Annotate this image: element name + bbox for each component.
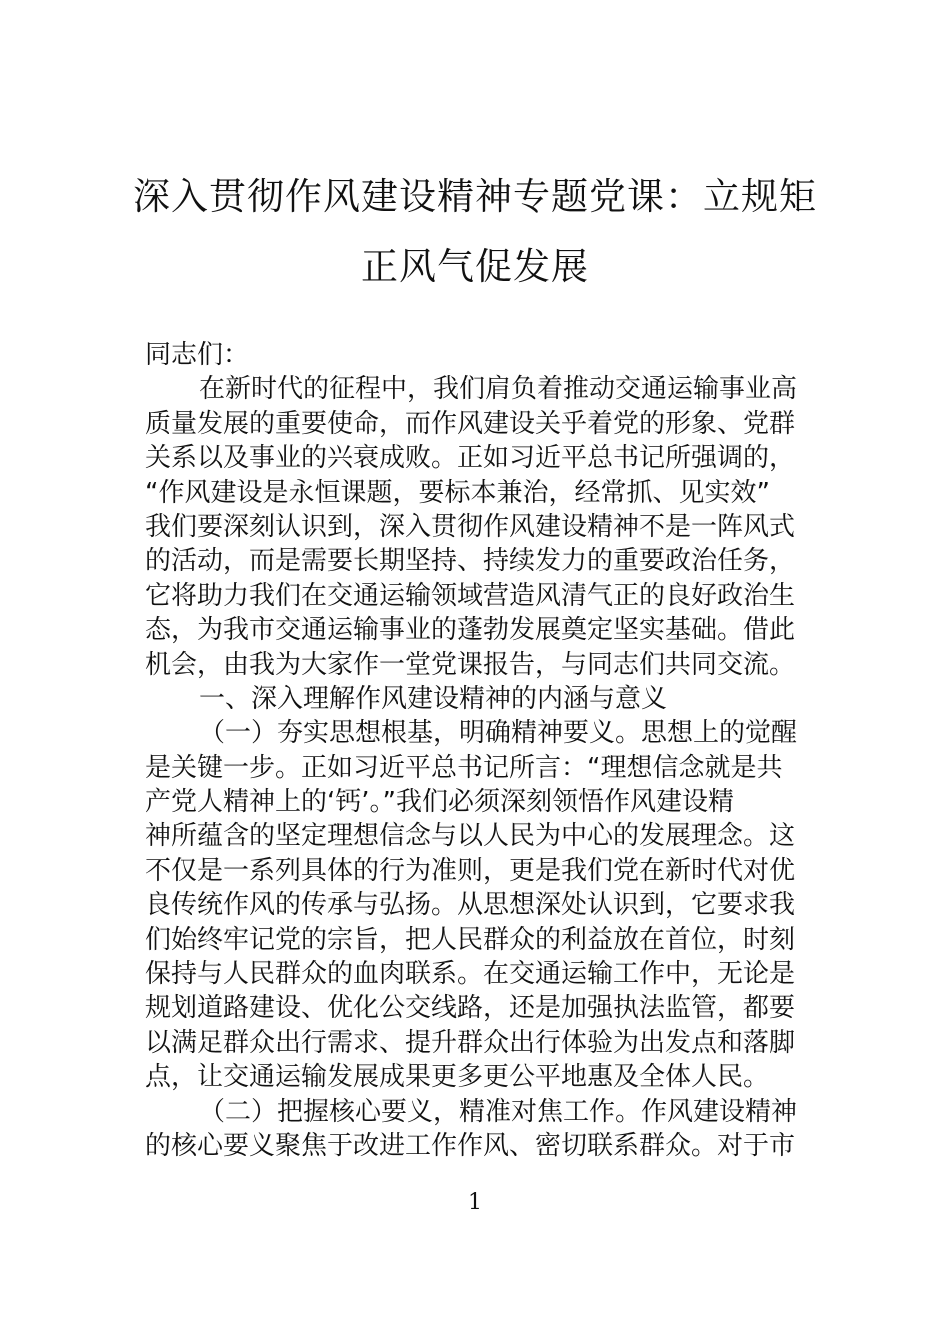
body-line: 们始终牢记党的宗旨，把人民群众的利益放在首位，时刻 [145,924,796,955]
salutation: 同志们： [145,340,250,370]
page-number: 1 [468,1190,482,1215]
body-line: 是关键一步。正如习近平总书记所言：“理想信念就是共 [145,752,783,783]
body-line: 它将助力我们在交通运输领域营造风清气正的良好政治生 [145,580,796,611]
body-line: 关系以及事业的兴衰成败。正如习近平总书记所强调的， [145,443,796,474]
body-line: 在新时代的征程中，我们肩负着推动交通运输事业高 [199,374,798,405]
body-line: 以满足群众出行需求、提升群众出行体验为出发点和落脚 [145,1027,796,1058]
body-line: 我们要深刻认识到，深入贯彻作风建设精神不是一阵风式 [145,511,796,542]
body-line: 质量发展的重要使命，而作风建设关乎着党的形象、党群 [145,408,796,439]
body-line: 不仅是一系列具体的行为准则，更是我们党在新时代对优 [145,855,796,886]
body-line: 产党人精神上的‘钙’。”我们必须深刻领悟作风建设精 [145,787,734,818]
body-line: “作风建设是永恒课题，要标本兼治，经常抓、见实效” [145,477,770,508]
body-line: 态，为我市交通运输事业的蓬勃发展奠定坚实基础。借此 [145,615,796,646]
body-line: 点，让交通运输发展成果更多更公平地惠及全体人民。 [145,1062,770,1093]
body-line: 的核心要义聚焦于改进工作作风、密切联系群众。对于市 [145,1130,796,1161]
body-line: （二）把握核心要义，精准对焦工作。作风建设精神 [199,1096,798,1127]
document-title-line-2: 正风气促发展 [361,245,589,288]
section-heading: 一、深入理解作风建设精神的内涵与意义 [199,683,668,714]
body-line: 规划道路建设、优化公交线路，还是加强执法监管，都要 [145,993,796,1024]
body-line: （一）夯实思想根基，明确精神要义。思想上的觉醒 [199,718,798,749]
document-title-line-1: 深入贯彻作风建设精神专题党课：立规矩 [133,175,817,218]
document-body [145,338,813,1163]
body-line: 良传统作风的传承与弘扬。从思想深处认识到，它要求我 [145,890,796,921]
body-line: 的活动，而是需要长期坚持、持续发力的重要政治任务， [145,546,796,577]
body-line: 机会，由我为大家作一堂党课报告，与同志们共同交流。 [145,649,796,680]
body-line: 神所蕴含的坚定理想信念与以人民为中心的发展理念。这 [145,821,796,852]
body-line: 保持与人民群众的血肉联系。在交通运输工作中，无论是 [145,959,796,990]
